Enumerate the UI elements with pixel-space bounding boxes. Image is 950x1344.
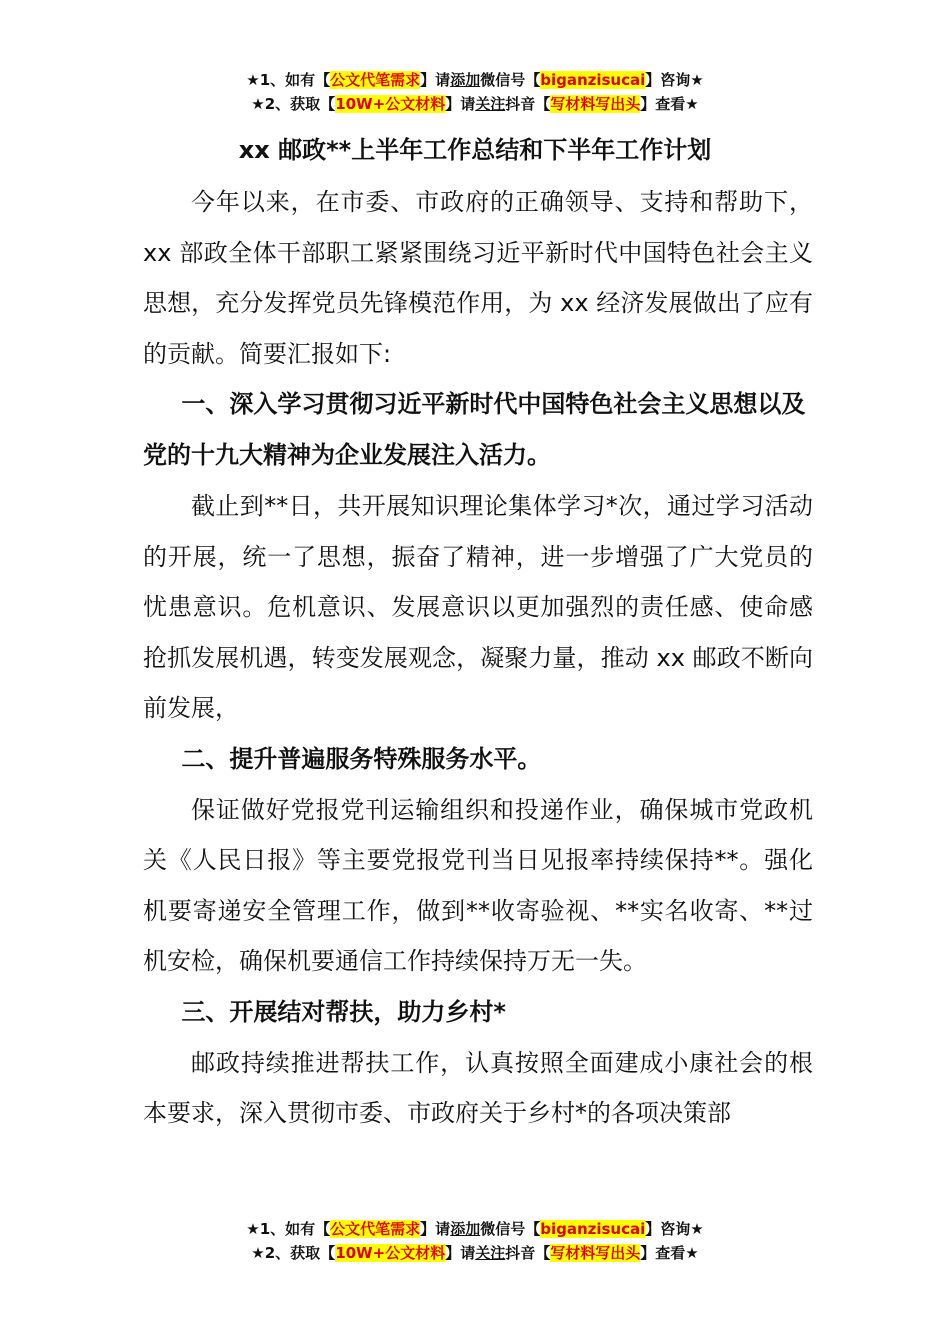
promo-highlight: biganzisucai: [540, 1220, 646, 1238]
promo-highlight: 写材料写出头: [550, 1244, 641, 1262]
document-title: xx 邮政**上半年工作总结和下半年工作计划: [238, 136, 712, 164]
promo-line-1: ★1、如有【公文代笔需求】请添加微信号【biganzisucai】咨询★: [246, 71, 704, 89]
section-1-paragraph: 截止到**日，共开展知识理论集体学习*次，通过学习活动的开展，统一了思想，振奋了精神，进一步增强了广大党员的忧患意识。危机意识、发展意识以更加强烈的责任感、使命感抢抓发展机遇，转变发展观念，凝聚力量，推动 xx 邮政不断向前发展，: [143, 492, 813, 722]
intro-paragraph: 今年以来，在市委、市政府的正确领导、支持和帮助下，xx 部政全体干部职工紧紧围绕习近平新时代中国特色社会主义思想，充分发挥党员先锋模范作用，为 xx 经济发展做出了应有的贡献。简要汇报如下:: [143, 188, 813, 368]
section-1-heading: 一、深入学习贯彻习近平新时代中国特色社会主义思想以及党的十九大精神为企业发展注入活力。: [143, 390, 806, 469]
section-3-heading: 三、开展结对帮扶，助力乡村*: [181, 997, 506, 1026]
document-body: [143, 177, 813, 1139]
promo-banner-bottom: [0, 1217, 950, 1265]
promo-line-2: ★2、获取【10W+公文材料】请关注抖音【写材料写出头】查看★: [251, 1244, 699, 1262]
promo-highlight: 10W+公文材料: [335, 95, 446, 113]
section-3-paragraph: 邮政持续推进帮扶工作，认真按照全面建成小康社会的根本要求，深入贯彻市委、市政府关于乡村*的各项决策部: [143, 1048, 813, 1127]
promo-highlight: 公文代笔需求: [330, 1220, 421, 1238]
promo-line-1: ★1、如有【公文代笔需求】请添加微信号【biganzisucai】咨询★: [246, 1220, 704, 1238]
promo-highlight: 写材料写出头: [550, 95, 641, 113]
promo-highlight: 10W+公文材料: [335, 1244, 446, 1262]
promo-highlight: biganzisucai: [540, 71, 646, 89]
section-2-heading: 二、提升普遍服务特殊服务水平。: [181, 744, 542, 773]
promo-line-2: ★2、获取【10W+公文材料】请关注抖音【写材料写出头】查看★: [251, 95, 699, 113]
promo-banner-top: [0, 68, 950, 116]
section-2-paragraph: 保证做好党报党刊运输组织和投递作业，确保城市党政机关《人民日报》等主要党报党刊当日见报率持续保持**。强化机要寄递安全管理工作，做到**收寄验视、**实名收寄、**过机安检，确保机要通信工作持续保持万无一失。: [143, 795, 813, 975]
promo-highlight: 公文代笔需求: [330, 71, 421, 89]
